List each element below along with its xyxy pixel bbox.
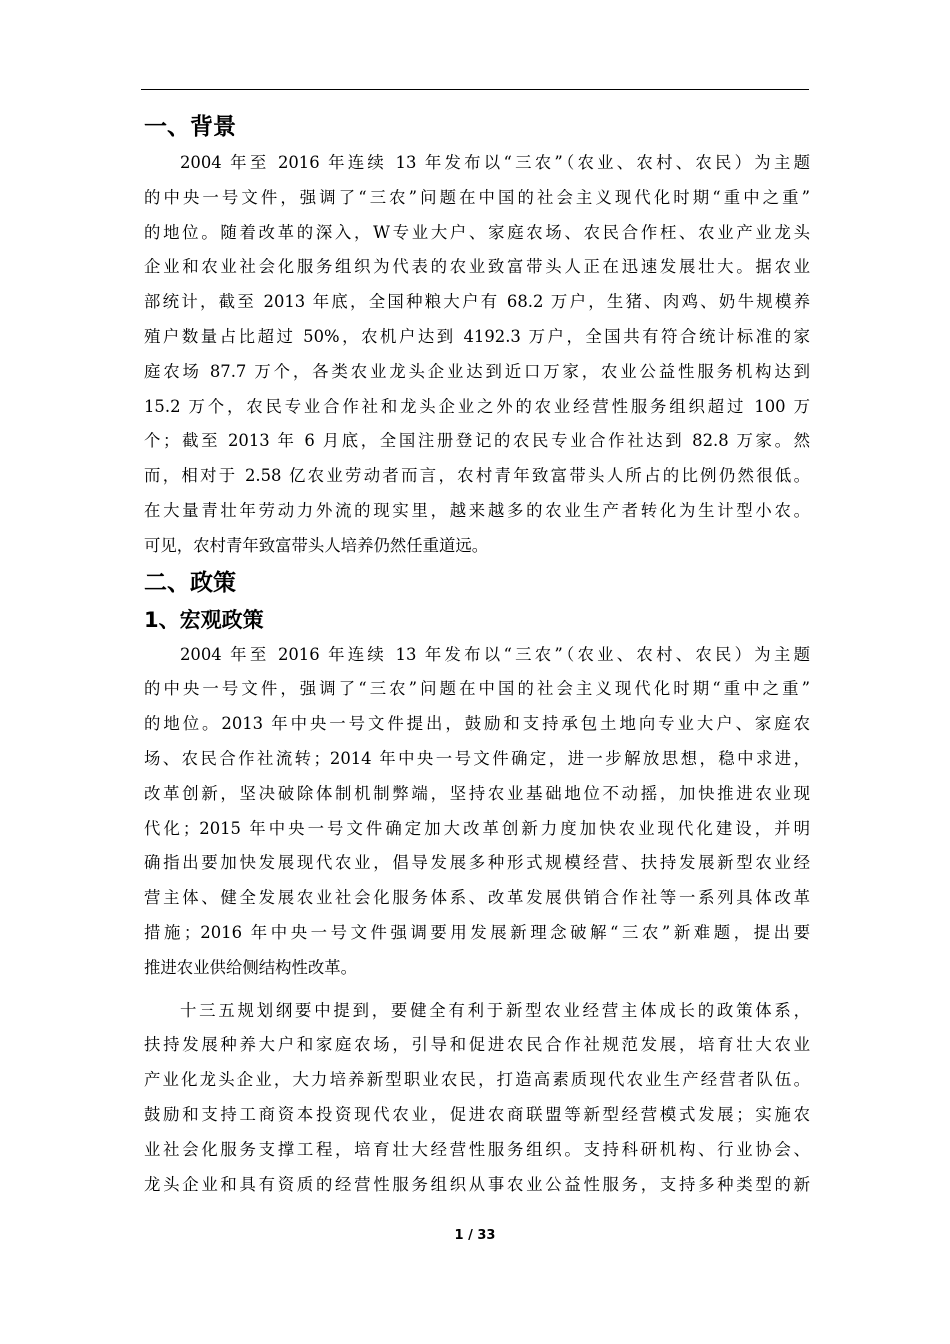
- text-line: 扶持发展种养大户和家庭农场，引导和促进农民合作社规范发展，培育壮大农业: [144, 1035, 810, 1055]
- paragraph-background: [144, 146, 810, 564]
- section-heading-policy: 二、政策: [144, 569, 236, 596]
- text-line: 部统计，截至 2013 年底，全国种粮大户有 68.2 万户，生猪、肉鸡、奶牛规模养: [144, 292, 810, 312]
- text-line: 确指出要加快发展现代农业，倡导发展多种形式规模经营、扶持发展新型农业经: [144, 853, 810, 873]
- text-line: 的中央一号文件，强调了“三农”问题在中国的社会主义现代化时期“重中之重”: [144, 679, 810, 699]
- paragraph-macro-policy-2: [144, 994, 810, 1203]
- subsection-heading-macro-policy: 1、宏观政策: [144, 607, 264, 632]
- text-line: 在大量青壮年劳动力外流的现实里，越来越多的农业生产者转化为生计型小农。: [144, 500, 810, 520]
- text-line: 殖户数量占比超过 50%，农机户达到 4192.3 万户，全国共有符合统计标准的家: [144, 326, 810, 346]
- text-line: 鼓励和支持工商资本投资现代农业，促进农商联盟等新型经营模式发展；实施农: [144, 1104, 810, 1124]
- text-line: 产业化龙头企业，大力培养新型职业农民，打造高素质现代农业生产经营者队伍。: [144, 1070, 810, 1090]
- paragraph-macro-policy-1: [144, 638, 810, 986]
- section-heading-background: 一、背景: [144, 114, 236, 140]
- page-number: 1 / 33: [454, 1228, 496, 1243]
- text-line: 改革创新，坚决破除体制机制弊端，坚持农业基础地位不动摇，加快推进农业现: [144, 783, 810, 803]
- text-line: 企业和农业社会化服务组织为代表的农业致富带头人正在迅速发展壮大。据农业: [144, 257, 810, 277]
- text-line: 十三五规划纲要中提到，要健全有利于新型农业经营主体成长的政策体系，: [180, 1000, 810, 1020]
- paragraph-gap: [144, 986, 810, 994]
- text-line: 的中央一号文件，强调了“三农”问题在中国的社会主义现代化时期“重中之重”: [144, 187, 810, 207]
- text-line: 而，相对于 2.58 亿农业劳动者而言，农村青年致富带头人所占的比例仍然很低。: [144, 466, 810, 486]
- text-line: 场、农民合作社流转；2014 年中央一号文件确定，进一步解放思想，稳中求进，: [144, 748, 810, 768]
- text-line: 2004 年至 2016 年连续 13 年发布以“三农”（农业、农村、农民）为主题: [180, 644, 810, 664]
- text-line: 2004 年至 2016 年连续 13 年发布以“三农”（农业、农村、农民）为主题: [180, 153, 810, 172]
- text-line: 庭农场 87.7 万个，各类农业龙头企业达到近口万家，农业公益性服务机构达到: [144, 361, 810, 381]
- text-line: 代化；2015 年中央一号文件确定加大改革创新力度加快农业现代化建设，并明: [144, 818, 810, 838]
- text-line: 的地位。2013 年中央一号文件提出，鼓励和支持承包土地向专业大户、家庭农: [144, 714, 810, 734]
- text-line: 个；截至 2013 年 6 月底，全国注册登记的农民专业合作社达到 82.8 万家。然: [144, 431, 810, 451]
- page-content: [144, 108, 810, 1202]
- text-line: 营主体、健全发展农业社会化服务体系、改革发展供销合作社等一系列具体改革: [144, 888, 810, 908]
- text-line: 的地位。随着改革的深入，W专业大户、家庭农场、农民合作枉、农业产业龙头: [144, 222, 810, 242]
- text-line: 龙头企业和具有资质的经营性服务组织从事农业公益性服务，支持多种类型的新: [144, 1174, 810, 1194]
- text-line: 业社会化服务支撑工程，培育壮大经营性服务组织。支持科研机构、行业协会、: [144, 1139, 810, 1159]
- text-line: 15.2 万个，农民专业合作社和龙头企业之外的农业经营性服务组织超过 100 万: [144, 396, 810, 416]
- text-line: 推进农业供给侧结构性改革。: [144, 957, 358, 977]
- text-line: 可见，农村青年致富带头人培养仍然任重道远。: [144, 535, 489, 555]
- header-rule: [141, 89, 809, 90]
- text-line: 措施；2016 年中央一号文件强调要用发展新理念破解“三农”新难题，提出要: [144, 922, 810, 942]
